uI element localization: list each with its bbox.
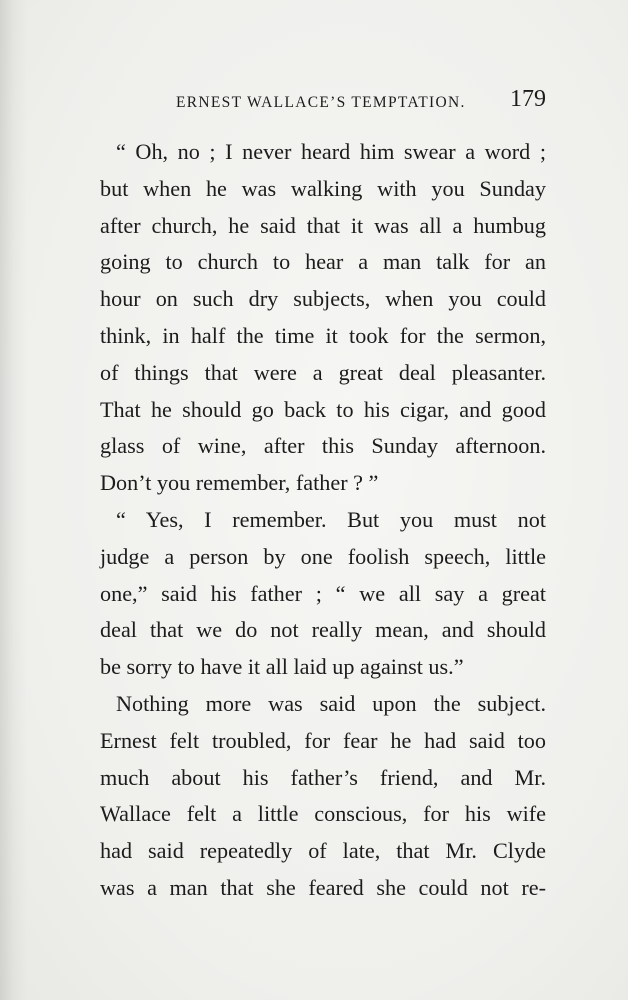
text-line: glass of wine, after this Sunday afternoon. [100,433,546,459]
running-head: ERNEST WALLACE’S TEMPTATION. [176,94,466,111]
text-line: be sorry to have it all laid up against us.” [100,654,464,680]
text-line: Nothing more was said upon the subject. [116,690,546,716]
text-line: but when he was walking with you Sunday [100,175,546,201]
text-line: Ernest felt troubled, for fear he had said too [100,727,546,753]
text-line: That he should go back to his cigar, and good [100,396,546,422]
text-line: after church, he said that it was all a humbug [100,212,546,238]
text-line: judge a person by one foolish speech, little [100,543,546,569]
text-line: think, in half the time it took for the sermon, [100,322,546,348]
text-line: “ Yes, I remember. But you must not [116,506,546,532]
text-line: was a man that she feared she could not re- [100,874,546,900]
text-line: of things that were a great deal pleasanter. [100,359,546,385]
text-line: deal that we do not really mean, and should [100,617,546,643]
text-line: Wallace felt a little conscious, for his wife [100,801,546,827]
text-line: much about his father’s friend, and Mr. [100,764,546,790]
text-line: Don’t you remember, father ? ” [100,470,379,496]
page-number: 179 [510,86,546,112]
body-text [100,134,546,907]
text-line: one,” said his father ; “ we all say a great [100,580,546,606]
text-line: “ Oh, no ; I never heard him swear a word ; [116,139,546,164]
page-header [176,86,546,116]
text-line: going to church to hear a man talk for an [100,249,546,275]
text-line: hour on such dry subjects, when you could [100,286,546,312]
text-line: had said repeatedly of late, that Mr. Clyde [100,838,546,864]
